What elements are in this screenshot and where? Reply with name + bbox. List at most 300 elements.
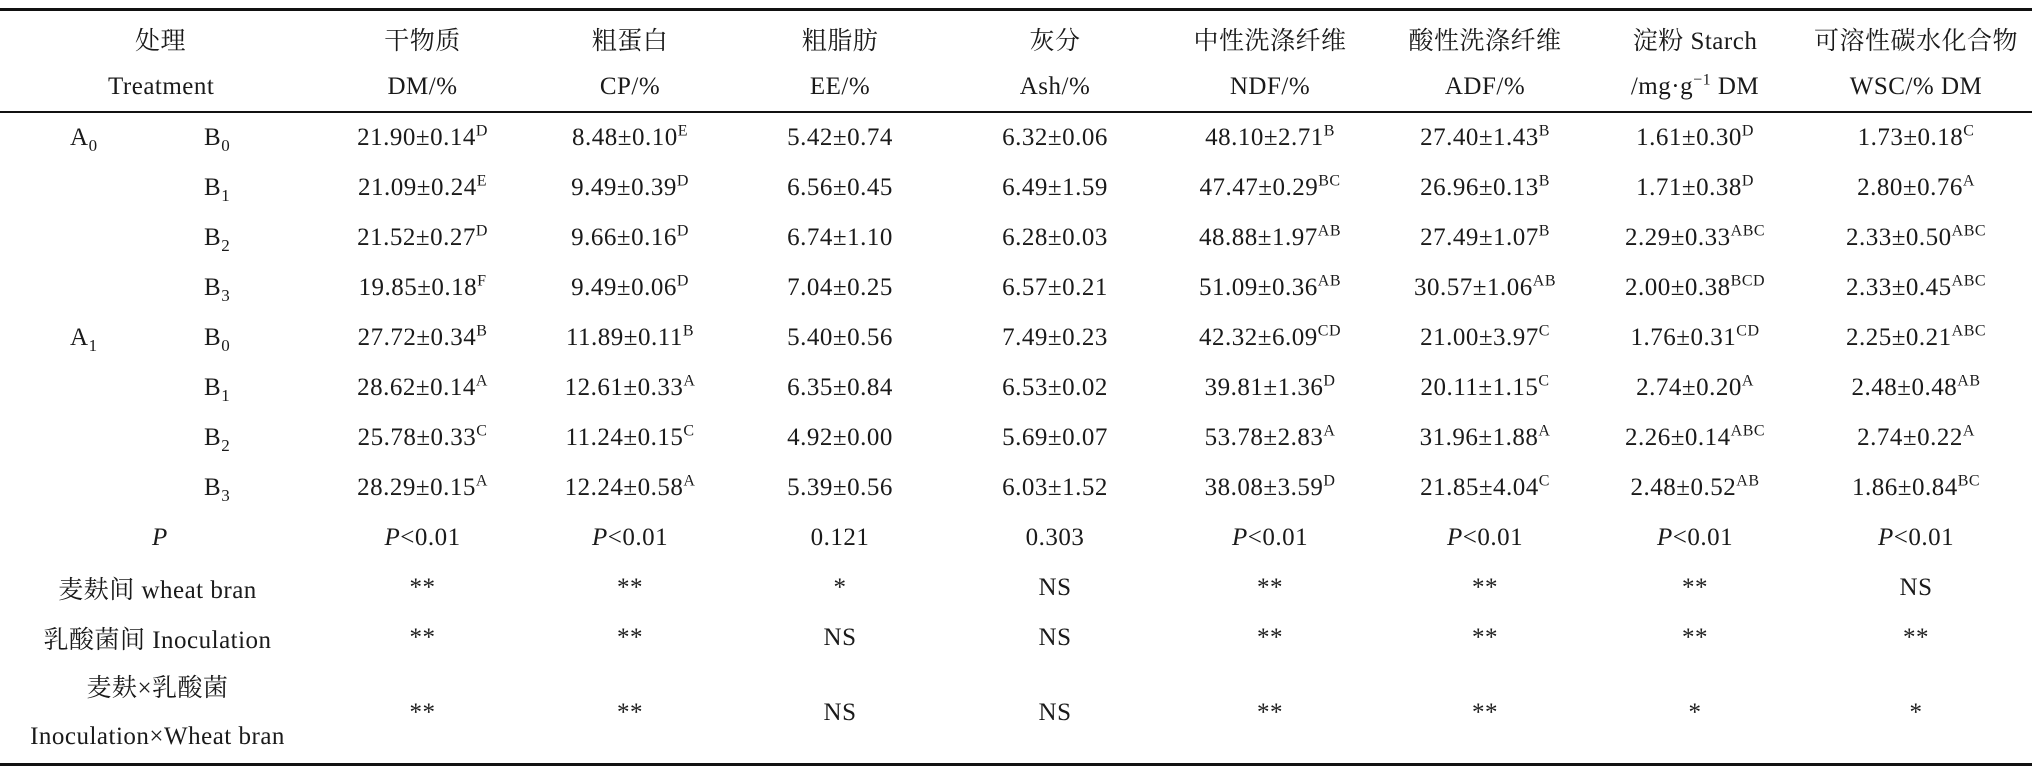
mean-sd-value: 6.57±0.21 [1002, 274, 1108, 301]
value-cell [315, 163, 530, 213]
value-cell [530, 313, 730, 363]
treatment-header-cn: 处理 [135, 28, 187, 55]
p-value-text: <0.01 [1462, 524, 1524, 551]
factor-b-cell [180, 163, 315, 213]
p-value-cell [1800, 513, 2032, 563]
mean-sd-value: 19.85±0.18 [358, 274, 478, 301]
significance-mark: ** [1472, 574, 1499, 601]
mean-sd-value: 7.04±0.25 [787, 274, 893, 301]
significance-letter: B [1538, 222, 1550, 240]
p-value-text: <0.01 [1893, 524, 1955, 551]
significance-mark: ** [409, 574, 436, 601]
factor-b-subscript: 0 [221, 136, 231, 155]
significance-letter: A [1538, 422, 1551, 440]
factor-b-label: B [204, 274, 222, 301]
value-cell [1160, 313, 1380, 363]
mean-sd-value: 27.72±0.34 [357, 324, 477, 351]
value-cell [1380, 163, 1590, 213]
col-header-cn: 酸性洗涤纤维 [1408, 28, 1562, 55]
mean-sd-value: 6.49±1.59 [1002, 174, 1108, 201]
significance-letter: B [682, 322, 695, 340]
factor-b-label: B [204, 124, 222, 151]
p-value-row [0, 513, 2032, 563]
significance-letter: A [1323, 422, 1336, 440]
significance-label: 麦麸间 wheat bran [58, 577, 257, 604]
mean-sd-value: 6.56±0.45 [787, 174, 893, 201]
value-cell [1380, 313, 1590, 363]
mean-sd-value: 31.96±1.88 [1419, 424, 1539, 451]
factor-b-subscript: 3 [221, 286, 231, 305]
significance-mark: ** [617, 624, 644, 651]
mean-sd-value: 27.49±1.07 [1420, 224, 1539, 251]
mean-sd-value: 2.29±0.33 [1624, 224, 1731, 251]
significance-mark: NS [823, 624, 857, 651]
nutrient-composition-table [0, 8, 2032, 766]
significance-letter: A [1962, 172, 1975, 190]
factor-b-subscript: 0 [221, 336, 231, 355]
value-cell [530, 163, 730, 213]
mean-sd-value: 5.42±0.74 [787, 124, 893, 151]
mean-sd-value: 11.24±0.15 [565, 424, 684, 451]
significance-row [0, 663, 2032, 765]
p-value-text: <0.01 [1247, 524, 1309, 551]
col-header-cn: 干物质 [384, 28, 461, 55]
significance-mark: ** [1257, 624, 1284, 651]
value-cell [1800, 163, 2032, 213]
factor-b-cell [180, 263, 315, 313]
value-cell [950, 263, 1160, 313]
mean-sd-value: 53.78±2.83 [1204, 424, 1324, 451]
p-value-text: 0.121 [810, 524, 870, 551]
factor-b-label: B [204, 374, 222, 401]
significance-label-cn: 麦麸×乳酸菌 [86, 675, 229, 702]
significance-letter: E [476, 172, 488, 190]
factor-a-cell [0, 313, 180, 363]
p-value-cell [315, 513, 530, 563]
factor-b-label: B [204, 424, 222, 451]
factor-a-cell [0, 463, 180, 513]
significance-letter: ABC [1730, 222, 1766, 240]
significance-letter: F [477, 272, 487, 290]
table-header [0, 10, 2032, 113]
mean-sd-value: 7.49±0.23 [1002, 324, 1108, 351]
mean-sd-value: 6.53±0.02 [1002, 374, 1108, 401]
mean-sd-value: 47.47±0.29 [1199, 174, 1319, 201]
mean-sd-value: 9.66±0.16 [571, 224, 677, 251]
mean-sd-value: 48.10±2.71 [1205, 124, 1324, 151]
mean-sd-value: 4.92±0.00 [787, 424, 893, 451]
value-cell [1380, 413, 1590, 463]
mean-sd-value: 6.28±0.03 [1002, 224, 1108, 251]
value-cell [1800, 263, 2032, 313]
significance-letter: D [676, 222, 689, 240]
value-cell [1590, 213, 1800, 263]
mean-sd-value: 2.48±0.48 [1851, 374, 1958, 401]
col-header-cn: 中性洗涤纤维 [1193, 28, 1347, 55]
significance-letter: D [1323, 472, 1336, 490]
value-cell [1800, 112, 2032, 163]
value-cell [730, 363, 950, 413]
significance-mark: NS [1038, 624, 1072, 651]
mean-sd-value: 2.26±0.14 [1624, 424, 1731, 451]
p-symbol: P [591, 524, 608, 551]
mean-sd-value: 39.81±1.36 [1204, 374, 1324, 401]
p-symbol: P [1656, 524, 1673, 551]
significance-mark: ** [1903, 624, 1930, 651]
significance-letter: C [1538, 322, 1550, 340]
significance-mark: ** [1682, 624, 1709, 651]
mean-sd-value: 51.09±0.36 [1199, 274, 1318, 301]
significance-letter: D [676, 272, 689, 290]
p-symbol: P [1877, 524, 1894, 551]
p-value-text: 0.303 [1025, 524, 1085, 551]
significance-letter: AB [1317, 272, 1341, 290]
value-cell [730, 112, 950, 163]
p-value-cell [730, 513, 950, 563]
significance-letter: A [475, 372, 488, 390]
header-row-chinese [0, 10, 2032, 64]
p-value-cell [950, 513, 1160, 563]
col-header-en: CP/% [530, 63, 730, 112]
factor-b-subscript: 2 [221, 436, 231, 455]
significance-letter: D [475, 122, 488, 140]
starch-unit-exponent: −1 [1693, 71, 1712, 89]
factor-b-cell [180, 413, 315, 463]
significance-mark: ** [617, 574, 644, 601]
col-header-cn: 粗脂肪 [801, 28, 879, 55]
table-row [0, 313, 2032, 363]
mean-sd-value: 2.25±0.21 [1845, 324, 1952, 351]
value-cell [315, 363, 530, 413]
mean-sd-value: 5.69±0.07 [1002, 424, 1108, 451]
table-row [0, 363, 2032, 413]
significance-mark: NS [1038, 699, 1072, 726]
mean-sd-value: 21.90±0.14 [357, 124, 476, 151]
significance-letter: B [476, 322, 488, 340]
p-value-cell [530, 513, 730, 563]
mean-sd-value: 25.78±0.33 [357, 424, 477, 451]
significance-mark: NS [1899, 574, 1933, 601]
value-cell [1590, 413, 1800, 463]
p-symbol: P [1231, 524, 1248, 551]
value-cell [730, 263, 950, 313]
significance-mark: ** [409, 699, 436, 726]
significance-label [0, 663, 315, 765]
factor-a-label: A [70, 324, 89, 351]
mean-sd-value: 12.61±0.33 [564, 374, 684, 401]
significance-letter: D [475, 222, 488, 240]
starch-unit-post: DM [1711, 73, 1760, 100]
mean-sd-value: 2.80±0.76 [1857, 174, 1963, 201]
significance-letter: A [475, 472, 488, 490]
value-cell [1590, 463, 1800, 513]
mean-sd-value: 6.03±1.52 [1002, 474, 1108, 501]
table-body [0, 112, 2032, 765]
value-cell [1590, 263, 1800, 313]
significance-mark: ** [1257, 699, 1284, 726]
mean-sd-value: 1.76±0.31 [1630, 324, 1737, 351]
value-cell [1590, 363, 1800, 413]
factor-b-cell [180, 213, 315, 263]
p-value-text: <0.01 [1672, 524, 1734, 551]
mean-sd-value: 28.29±0.15 [357, 474, 476, 501]
significance-letter: C [476, 422, 488, 440]
significance-letter: AB [1532, 272, 1556, 290]
value-cell [1380, 263, 1590, 313]
value-cell [530, 463, 730, 513]
factor-a-cell [0, 413, 180, 463]
mean-sd-value: 21.85±4.04 [1420, 474, 1539, 501]
value-cell [730, 413, 950, 463]
significance-letter: CD [1736, 322, 1760, 340]
value-cell [1160, 112, 1380, 163]
significance-mark: ** [1257, 574, 1284, 601]
col-header-en: ADF/% [1380, 63, 1590, 112]
table-row [0, 463, 2032, 513]
factor-b-label: B [204, 474, 222, 501]
factor-b-label: B [204, 224, 222, 251]
significance-row [0, 563, 2032, 613]
significance-letter: C [1538, 472, 1550, 490]
value-cell [530, 363, 730, 413]
value-cell [315, 213, 530, 263]
value-cell [1160, 213, 1380, 263]
significance-letter: AB [1957, 372, 1981, 390]
mean-sd-value: 1.61±0.30 [1636, 124, 1742, 151]
factor-b-label: B [204, 174, 222, 201]
value-cell [1380, 213, 1590, 263]
significance-mark: NS [1038, 574, 1072, 601]
significance-letter: ABC [1730, 422, 1766, 440]
significance-letter: C [1963, 122, 1975, 140]
value-cell [1160, 163, 1380, 213]
value-cell [730, 463, 950, 513]
mean-sd-value: 2.74±0.20 [1636, 374, 1742, 401]
mean-sd-value: 6.35±0.84 [787, 374, 893, 401]
significance-letter: D [1741, 172, 1754, 190]
significance-mark: ** [617, 699, 644, 726]
significance-letter: ABC [1951, 322, 1987, 340]
mean-sd-value: 21.09±0.24 [358, 174, 477, 201]
p-symbol: P [1446, 524, 1463, 551]
mean-sd-value: 2.48±0.52 [1630, 474, 1737, 501]
significance-letter: C [683, 422, 695, 440]
col-header-cn: 淀粉 Starch [1632, 28, 1758, 55]
value-cell [1800, 213, 2032, 263]
significance-letter: A [1741, 372, 1754, 390]
significance-letter: ABC [1951, 222, 1987, 240]
significance-letter: D [1741, 122, 1754, 140]
factor-a-cell [0, 213, 180, 263]
factor-a-cell [0, 363, 180, 413]
significance-mark: ** [1682, 574, 1709, 601]
table-row [0, 213, 2032, 263]
col-header-en: DM/% [315, 63, 530, 112]
mean-sd-value: 30.57±1.06 [1414, 274, 1533, 301]
value-cell [530, 413, 730, 463]
value-cell [1160, 463, 1380, 513]
factor-b-subscript: 1 [221, 186, 231, 205]
value-cell [315, 313, 530, 363]
table-row [0, 413, 2032, 463]
value-cell [1800, 363, 2032, 413]
value-cell [315, 263, 530, 313]
table-row [0, 112, 2032, 163]
col-header-en [1590, 63, 1800, 112]
value-cell [315, 463, 530, 513]
mean-sd-value: 5.40±0.56 [787, 324, 893, 351]
p-value-cell [1160, 513, 1380, 563]
table-row [0, 163, 2032, 213]
factor-a-cell [0, 263, 180, 313]
mean-sd-value: 12.24±0.58 [564, 474, 684, 501]
factor-a-subscript: 0 [88, 136, 98, 155]
value-cell [1380, 112, 1590, 163]
significance-letter: AB [1736, 472, 1760, 490]
significance-letter: D [676, 172, 689, 190]
significance-mark: * [833, 574, 847, 601]
factor-a-cell [0, 163, 180, 213]
p-value-text: <0.01 [607, 524, 669, 551]
significance-label: 乳酸菌间 Inoculation [43, 627, 272, 654]
factor-b-subscript: 3 [221, 486, 231, 505]
value-cell [1590, 313, 1800, 363]
mean-sd-value: 21.00±3.97 [1420, 324, 1539, 351]
table-row [0, 263, 2032, 313]
treatment-header-en: Treatment [0, 63, 315, 112]
mean-sd-value: 42.32±6.09 [1199, 324, 1318, 351]
col-header-en: WSC/% DM [1800, 63, 2032, 112]
mean-sd-value: 2.33±0.50 [1845, 224, 1952, 251]
value-cell [950, 163, 1160, 213]
value-cell [1380, 363, 1590, 413]
value-cell [950, 363, 1160, 413]
significance-letter: A [1962, 422, 1975, 440]
p-value-text: <0.01 [400, 524, 461, 551]
col-header-en: Ash/% [950, 63, 1160, 112]
mean-sd-value: 1.73±0.18 [1857, 124, 1964, 151]
significance-mark: ** [409, 624, 436, 651]
value-cell [950, 463, 1160, 513]
mean-sd-value: 1.86±0.84 [1851, 474, 1958, 501]
p-value-cell [1380, 513, 1590, 563]
header-row-english [0, 63, 2032, 112]
value-cell [315, 413, 530, 463]
factor-b-subscript: 1 [221, 386, 231, 405]
value-cell [530, 263, 730, 313]
significance-letter: B [1538, 172, 1550, 190]
value-cell [950, 413, 1160, 463]
value-cell [1160, 263, 1380, 313]
starch-unit-pre: /mg·g [1630, 73, 1694, 100]
mean-sd-value: 9.49±0.06 [571, 274, 677, 301]
mean-sd-value: 2.74±0.22 [1857, 424, 1963, 451]
significance-letter: BC [1318, 172, 1341, 190]
significance-letter: D [1323, 372, 1336, 390]
mean-sd-value: 6.32±0.06 [1002, 124, 1108, 151]
mean-sd-value: 21.52±0.27 [357, 224, 476, 251]
p-value-cell [1590, 513, 1800, 563]
value-cell [1380, 463, 1590, 513]
significance-letter: A [683, 372, 696, 390]
p-row-label: P [152, 524, 168, 551]
significance-letter: ABC [1951, 272, 1987, 290]
value-cell [730, 213, 950, 263]
factor-b-label: B [204, 324, 222, 351]
significance-mark: * [1909, 699, 1923, 726]
col-header-cn: 粗蛋白 [591, 28, 669, 55]
significance-letter: CD [1317, 322, 1341, 340]
col-header-cn: 可溶性碳水化合物 [1814, 28, 2019, 55]
significance-mark: ** [1472, 624, 1499, 651]
significance-letter: C [1538, 372, 1550, 390]
mean-sd-value: 2.33±0.45 [1845, 274, 1952, 301]
value-cell [1800, 463, 2032, 513]
significance-letter: B [1323, 122, 1335, 140]
significance-letter: A [683, 472, 696, 490]
significance-letter: AB [1317, 222, 1341, 240]
value-cell [1590, 163, 1800, 213]
significance-letter: B [1538, 122, 1550, 140]
mean-sd-value: 5.39±0.56 [787, 474, 893, 501]
significance-mark: * [1688, 699, 1702, 726]
mean-sd-value: 27.40±1.43 [1420, 124, 1539, 151]
mean-sd-value: 6.74±1.10 [787, 224, 893, 251]
value-cell [530, 213, 730, 263]
value-cell [530, 112, 730, 163]
significance-letter: E [677, 122, 689, 140]
significance-row [0, 613, 2032, 663]
mean-sd-value: 8.48±0.10 [572, 124, 678, 151]
value-cell [1800, 313, 2032, 363]
p-symbol: P [384, 524, 401, 551]
mean-sd-value: 2.00±0.38 [1624, 274, 1731, 301]
factor-a-label: A [70, 124, 89, 151]
factor-a-subscript: 1 [88, 336, 98, 355]
significance-mark: NS [823, 699, 857, 726]
factor-a-cell [0, 112, 180, 163]
value-cell [1590, 112, 1800, 163]
significance-mark: ** [1472, 699, 1499, 726]
significance-letter: BCD [1730, 272, 1766, 290]
col-header-en: EE/% [730, 63, 950, 112]
value-cell [950, 313, 1160, 363]
mean-sd-value: 1.71±0.38 [1636, 174, 1742, 201]
mean-sd-value: 28.62±0.14 [357, 374, 476, 401]
value-cell [730, 163, 950, 213]
mean-sd-value: 11.89±0.11 [565, 324, 683, 351]
value-cell [315, 112, 530, 163]
factor-b-cell [180, 313, 315, 363]
col-header-cn: 灰分 [1029, 28, 1081, 55]
mean-sd-value: 38.08±3.59 [1204, 474, 1324, 501]
factor-b-cell [180, 363, 315, 413]
significance-label-en: Inoculation×Wheat bran [30, 723, 285, 750]
value-cell [730, 313, 950, 363]
value-cell [1160, 363, 1380, 413]
value-cell [1160, 413, 1380, 463]
mean-sd-value: 26.96±0.13 [1420, 174, 1539, 201]
mean-sd-value: 9.49±0.39 [571, 174, 677, 201]
factor-b-cell [180, 112, 315, 163]
significance-letter: BC [1957, 472, 1981, 490]
value-cell [950, 213, 1160, 263]
mean-sd-value: 20.11±1.15 [1420, 374, 1539, 401]
factor-b-cell [180, 463, 315, 513]
col-header-en: NDF/% [1160, 63, 1380, 112]
value-cell [1800, 413, 2032, 463]
factor-b-subscript: 2 [221, 236, 231, 255]
